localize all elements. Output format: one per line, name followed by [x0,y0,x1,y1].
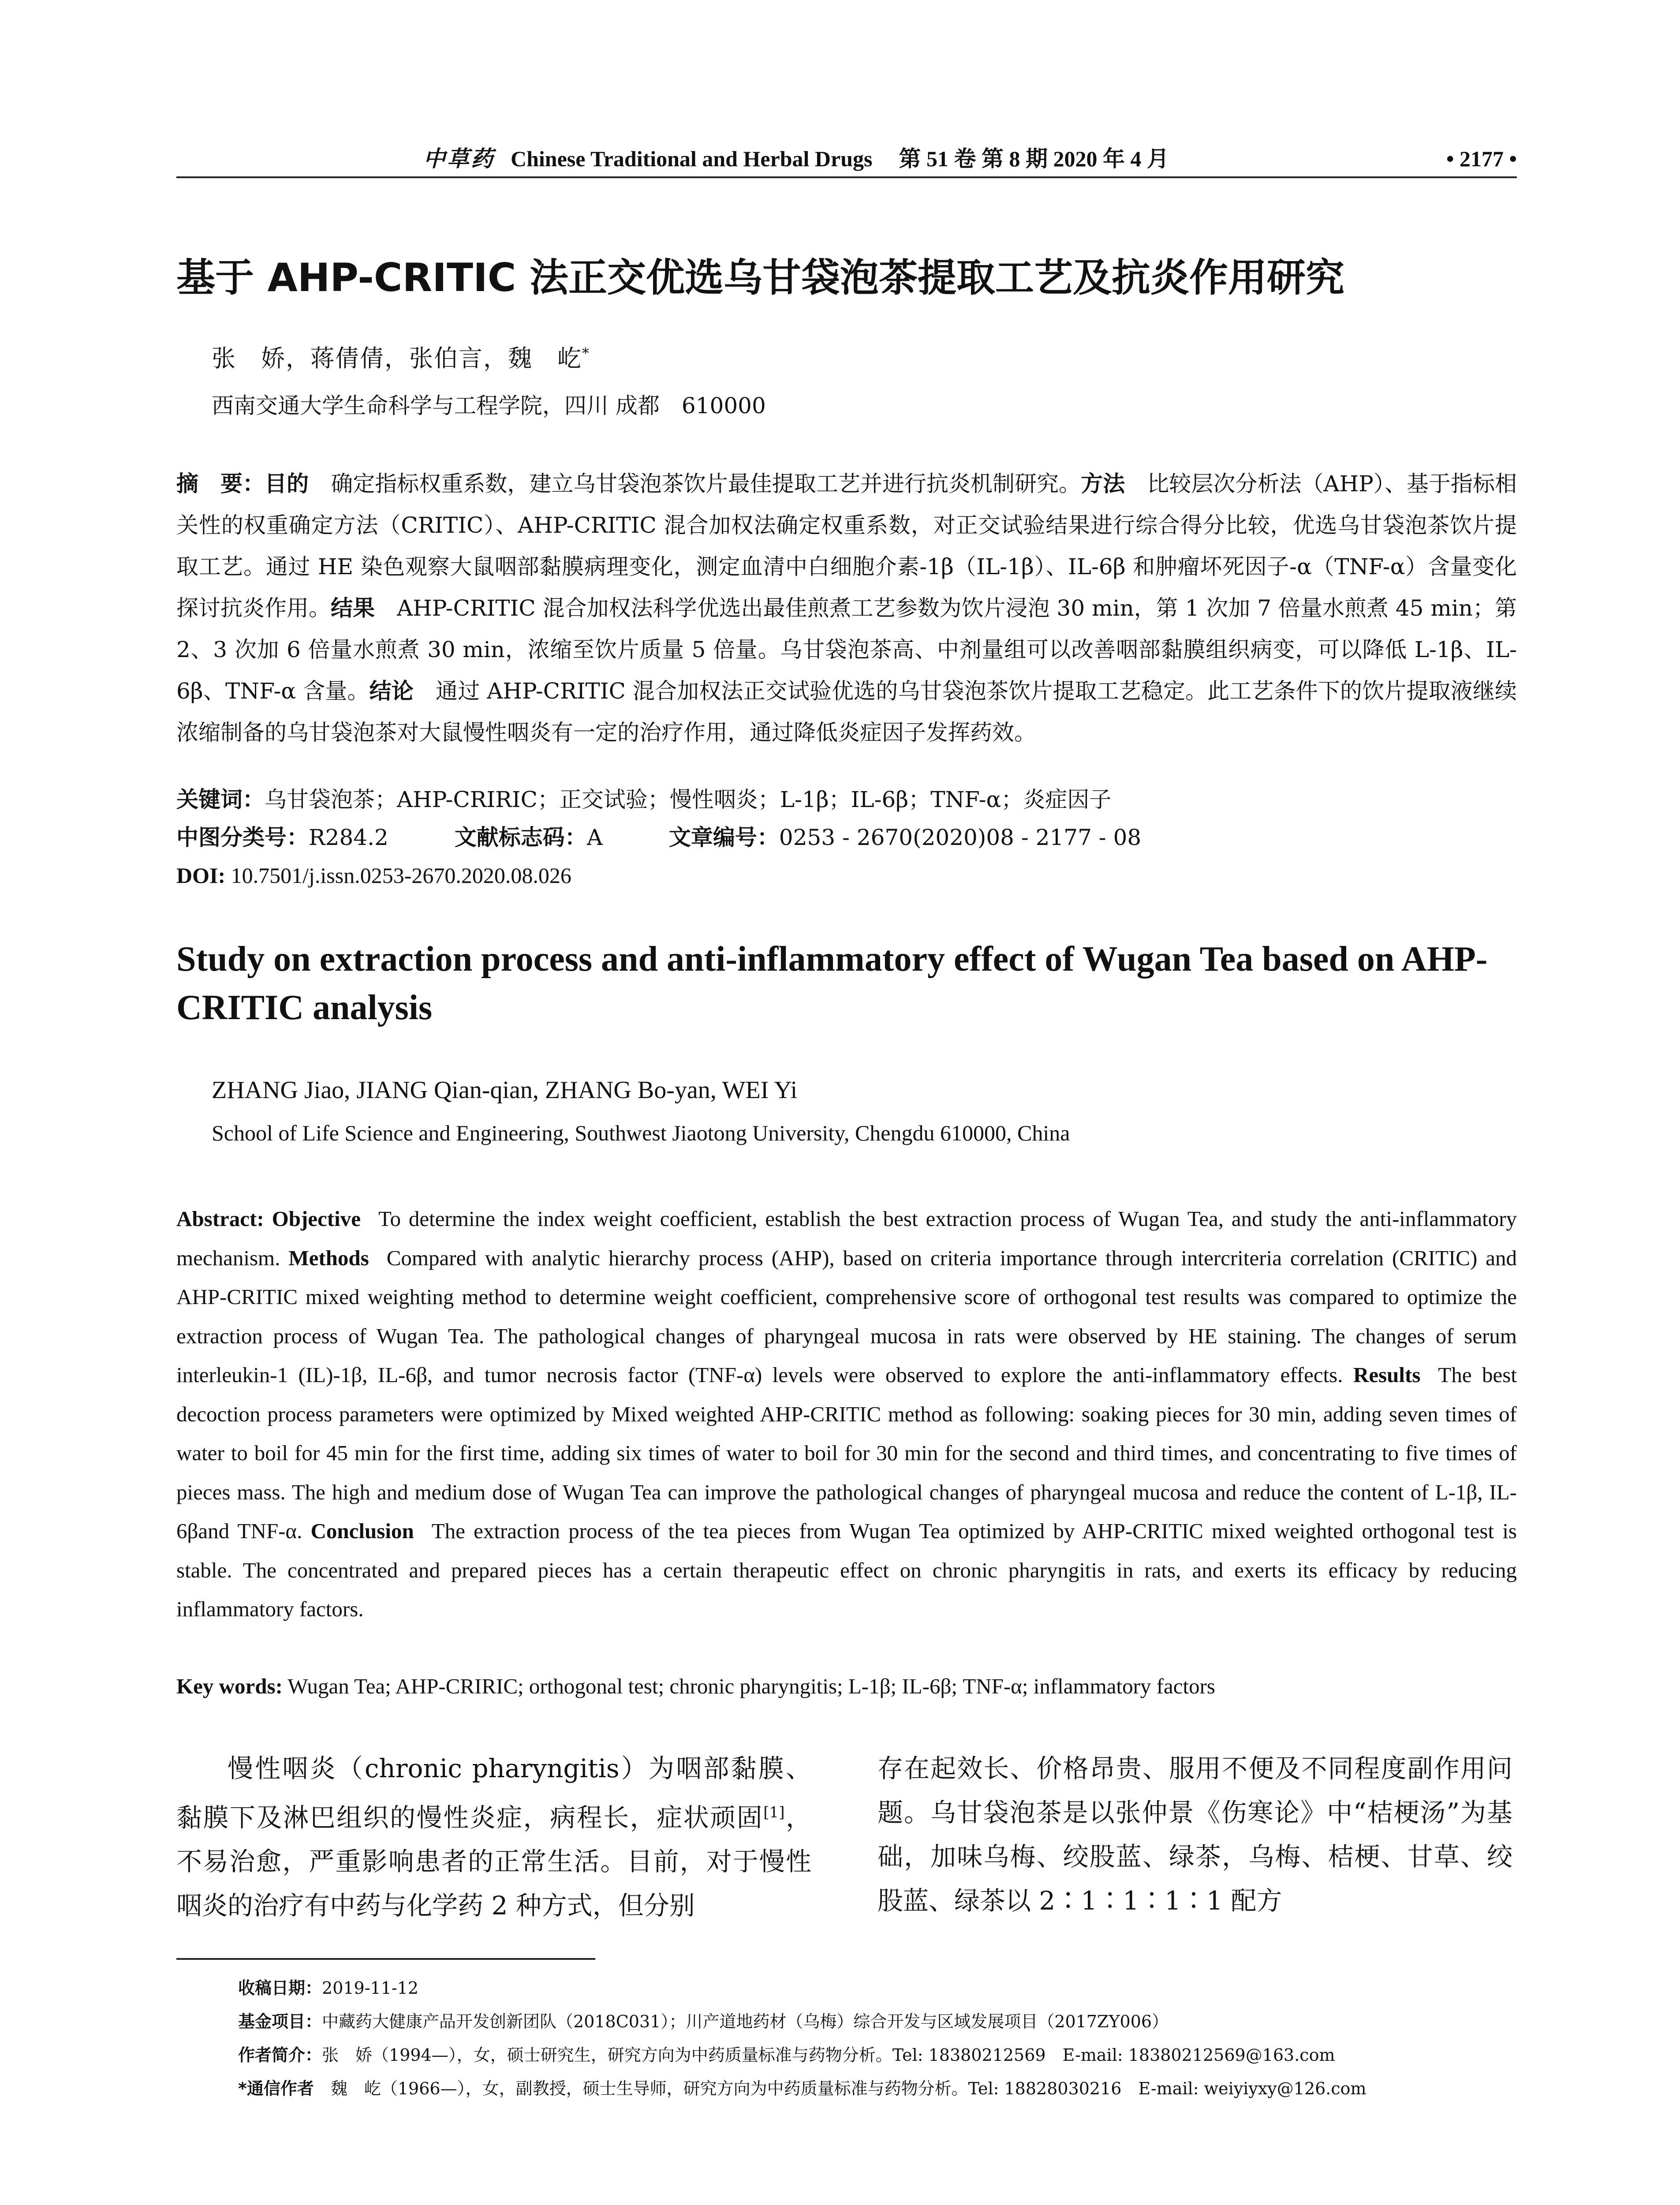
footnote-received [238,1971,1517,2005]
doi-value: 10.7501/j.issn.0253-2670.2020.08.026 [231,863,571,888]
methods-text: 比较层次分析法（AHP）、基于指标相关性的权重确定方法（CRITIC）、AHP-CRITIC 混合加权法确定权重系数，对正交试验结果进行综合得分比较，优选乌甘袋泡茶饮片提取工艺。通过 HE 染色观察大鼠咽部黏膜病理变化，测定血清中白细胞介素-1β（IL-1β）、IL-6β 和肿瘤坏死因子-α（TNF-α）含量变化探讨抗炎作用。 [176,471,1517,621]
footnotes [238,1971,1517,2105]
methods-label: 方法 [1081,471,1125,497]
english-abstract [176,1200,1517,1629]
results-text: AHP-CRITIC 混合加权法科学优选出最佳煎煮工艺参数为饮片浸泡 30 min，第 1 次加 7 倍量水煎煮 45 min；第 2、3 次加 6 倍量水煎煮 30 min，浓缩至饮片质量 5 倍量。乌甘袋泡茶高、中剂量组可以改善咽部黏膜组织病变，可以降低 L-1β、IL-6β、TNF-α 含量。 [176,595,1517,704]
body-column-left [176,1746,811,1928]
en-results-text: The best decoction process parameters were optimized by Mixed weighted AHP-CRITIC method as following: soaking pieces for 30 min, adding seven times of water to boil for 45 min for the first time, adding six times of water to boil for 30 min for the second and third times, and concentrating to five times of pieces mass. The high and medium dose of Wugan Tea can improve the pathological changes of pharyngeal mucosa and reduce the content of L-1β, IL-6βand TNF-α. [176,1363,1517,1543]
footnote-rule [176,1958,595,1960]
english-authors: ZHANG Jiao, JIANG Qian-qian, ZHANG Bo-yan, WEI Yi [212,1076,798,1104]
abstract-label: 摘 要： [176,471,265,497]
english-affiliation: School of Life Science and Engineering, Southwest Jiaotong University, Chengdu 610000, China [212,1121,1070,1145]
journal-name: Chinese Traditional and Herbal Drugs [511,146,873,171]
en-objective-label: Objective [272,1207,361,1231]
footnote-label: 作者简介： [238,2045,322,2065]
clc-value: R284.2 [309,825,388,850]
en-abstract-label: Abstract: [176,1207,264,1231]
en-conclusion-label: Conclusion [310,1519,414,1543]
header-rule [176,176,1517,178]
results-label: 结果 [331,595,375,621]
en-keywords-text: Wugan Tea; AHP-CRIRIC; orthogonal test; chronic pharyngitis; L-1β; IL-6β; TNF-α; inflammatory factors [287,1674,1215,1698]
keywords-text: 乌甘袋泡茶；AHP-CRIRIC；正交试验；慢性咽炎；L-1β；IL-6β；TNF-α；炎症因子 [265,787,1112,812]
running-header [176,141,1517,173]
conclusion-label: 结论 [369,678,414,704]
chinese-affiliation: 西南交通大学生命科学与工程学院，四川 成都 610000 [212,393,766,419]
footnote-corresponding-author [238,2072,1517,2105]
chinese-metadata [176,781,1141,894]
journal-brand: 中草药 [423,146,495,171]
en-objective-text: To determine the index weight coefficient, establish the best extraction process of Wugan Tea, and study the anti-inflammatory mechanism. [176,1207,1517,1270]
en-conclusion-text: The extraction process of the tea pieces from Wugan Tea optimized by AHP-CRITIC mixed weighted orthogonal test is stable. The concentrated and prepared pieces has a certain therapeutic effect on chronic pharyngitis in rats, and exerts its efficacy by reducing inflammatory factors. [176,1519,1517,1621]
reference-citation[interactable]: [1] [763,1804,785,1821]
chinese-authors [212,340,590,374]
chinese-keywords [176,781,1141,818]
footnote-text: 张 娇（1994—），女，硕士研究生，研究方向为中药质量标准与药物分析。Tel: 18380212569 E-mail: 18380212569@163.com [322,2045,1335,2065]
english-title: Study on extraction process and anti-inflammatory effect of Wugan Tea based on AHP-CRITIC analysis [176,940,1488,1027]
english-keywords [176,1674,1517,1699]
footnote-text: 魏 屹（1966—），女，副教授，硕士生导师，研究方向为中药质量标准与药物分析。Tel: 18828030216 E-mail: weiyiyxy@126.com [314,2079,1366,2098]
en-keywords-label: Key words: [176,1674,283,1698]
body-left-text-continued: ，不易治愈，严重影响患者的正常生活。目前，对于慢性咽炎的治疗有中药与化学药 2 种方式，但分别 [176,1802,811,1921]
footnote-label: 基金项目： [238,2012,322,2031]
body-left-text: 慢性咽炎（chronic pharyngitis）为咽部黏膜、黏膜下及淋巴组织的慢性炎症，病程长，症状顽固 [176,1753,811,1833]
en-methods-label: Methods [288,1245,369,1270]
footnote-text: 2019-11-12 [322,1978,419,1998]
clc-label: 中图分类号： [176,825,309,850]
doi-line [176,856,1141,894]
objective-text: 确定指标权重系数，建立乌甘袋泡茶饮片最佳提取工艺并进行抗炎机制研究。 [331,471,1081,497]
article-no-label: 文章编号： [668,825,779,850]
chinese-title: 基于 AHP-CRITIC 法正交优选乌甘袋泡茶提取工艺及抗炎作用研究 [176,255,1344,300]
body-column-right: 存在起效长、价格昂贵、服用不便及不同程度副作用问题。乌甘袋泡茶是以张仲景《伤寒论》中“桔梗汤”为基础，加味乌梅、绞股蓝、绿茶，乌梅、桔梗、甘草、绞股蓝、绿茶以 2∶1∶1∶1∶1 配方 [877,1753,1512,1916]
chinese-abstract [176,463,1517,753]
chinese-author-names: 张 娇，蒋倩倩，张伯言，魏 屹 [212,344,582,372]
footnote-label: *通信作者 [238,2079,314,2098]
en-methods-text: Compared with analytic hierarchy process (AHP), based on criteria importance through intercriteria correlation (CRITIC) and AHP-CRITIC mixed weighting method to determine weight coefficient, comprehensive score of orthogonal test results was compared to optimize the extraction process of Wugan Tea. The pathological changes of pharyngeal mucosa in rats were observed by HE staining. The changes of serum interleukin-1 (IL)-1β, IL-6β, and tumor necrosis factor (TNF-α) levels were observed to explore the anti-inflammatory effects. [176,1245,1517,1387]
footnote-author-bio [238,2038,1517,2072]
doc-code-value: A [586,825,603,850]
conclusion-text: 通过 AHP-CRITIC 混合加权法正交试验优选的乌甘袋泡茶饮片提取工艺稳定。此工艺条件下的饮片提取液继续浓缩制备的乌甘袋泡茶对大鼠慢性咽炎有一定的治疗作用，通过降低炎症因子发挥药效。 [176,678,1517,745]
footnote-funding [238,2005,1517,2038]
footnote-text: 中藏药大健康产品开发创新团队（2018C031）；川产道地药材（乌梅）综合开发与区域发展项目（2017ZY006） [322,2012,1169,2031]
corresponding-mark: * [582,345,590,362]
footnote-label: 收稿日期： [238,1978,322,1998]
classification-line [176,818,1141,856]
keywords-label: 关键词： [176,787,265,812]
doi-label: DOI: [176,863,226,888]
en-results-label: Results [1353,1363,1421,1387]
journal-volume-issue: 第 51 卷 第 8 期 2020 年 4 月 [899,146,1169,171]
article-no-value: 0253 - 2670(2020)08 - 2177 - 08 [779,825,1142,850]
objective-label: 目的 [265,471,309,497]
page-number: • 2177 • [1446,146,1517,171]
doc-code-label: 文献标志码： [454,825,587,850]
